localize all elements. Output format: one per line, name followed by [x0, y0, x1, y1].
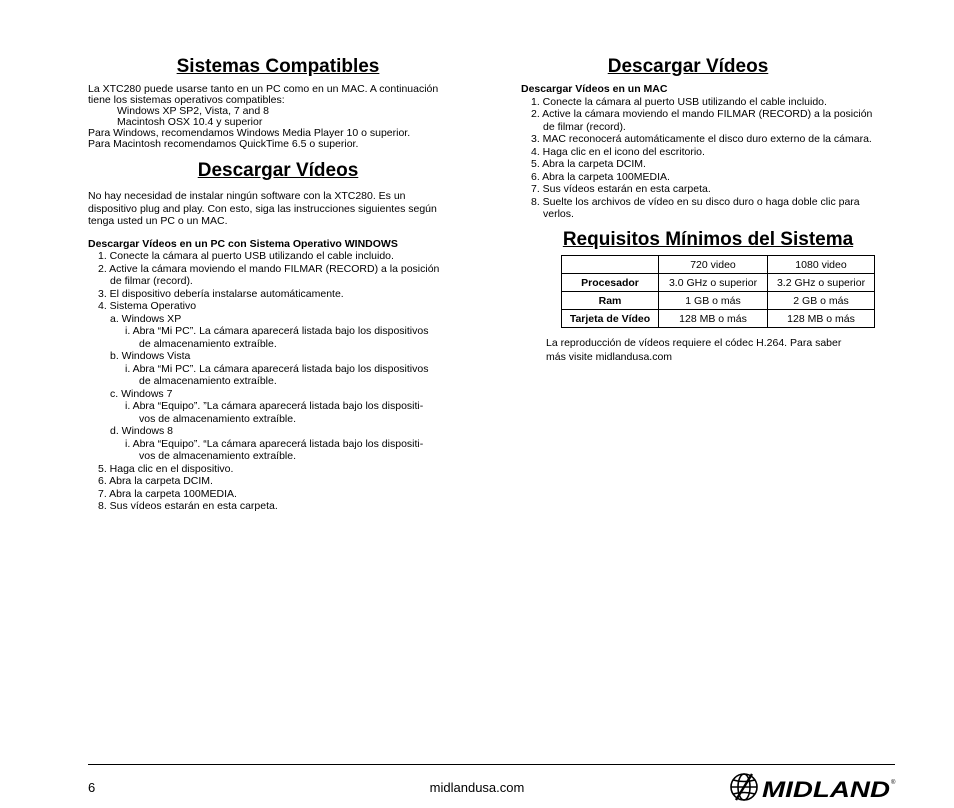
pc-step: 5. Haga clic en el dispositivo. [98, 462, 234, 475]
download-intro-line: No hay necesidad de instalar ningún software con la XTC280. Es un [88, 190, 406, 202]
table-row [562, 274, 875, 292]
os-instruction-cont: vos de almacenamiento extraíble. [139, 450, 297, 462]
pc-steps [88, 250, 468, 513]
table-cell: 3.0 GHz o superior [659, 274, 768, 292]
os-title: d. Windows 8 [110, 425, 174, 437]
mac-step: 3. MAC reconocerá automáticamente el disco duro externo de la cámara. [531, 133, 872, 145]
pc-step: 7. Abra la carpeta 100MEDIA. [98, 487, 237, 500]
right-column [521, 56, 901, 251]
mac-step: 5. Abra la carpeta DCIM. [531, 158, 646, 170]
os-instruction: i. Abra “Mi PC”. La cámara aparecerá listada bajo los dispositivos [125, 325, 429, 337]
mac-step: 7. Sus vídeos estarán en esta carpeta. [531, 183, 711, 195]
globe-icon [731, 774, 757, 800]
compat-line: tiene los sistemas operativos compatibles: [88, 94, 285, 106]
os-instruction-cont: vos de almacenamiento extraíble. [139, 412, 297, 425]
table-corner-cell [562, 256, 659, 274]
table-header-row [562, 256, 875, 274]
midland-logo [728, 770, 896, 804]
left-column [88, 56, 468, 513]
os-title: c. Windows 7 [110, 387, 173, 400]
table-row [562, 310, 875, 328]
compat-reco: Para Macintosh recomendamos QuickTime 6.5 o superior. [88, 138, 359, 150]
download-intro-line: dispositivo plug and play. Con esto, siga las instrucciones siguientes según [88, 202, 437, 215]
os-instruction: i. Abra “Equipo”. “La cámara aparecerá listada bajo los dispositi- [125, 437, 424, 450]
pc-step: 3. El dispositivo debería instalarse automáticamente. [98, 287, 344, 300]
download-heading-mac: Descargar Vídeos [607, 56, 769, 77]
mac-step: 2. Active la cámara moviendo el mando FILMAR (RECORD) a la posición [531, 108, 873, 120]
table-col-header: 1080 video [768, 256, 875, 274]
os-title: a. Windows XP [110, 312, 182, 325]
compat-heading: Sistemas Compatibles [176, 56, 380, 77]
requirements-heading: Requisitos Mínimos del Sistema [562, 228, 854, 250]
codec-note-line: más visite midlandusa.com [546, 351, 673, 363]
os-instruction: i. Abra “Mi PC”. La cámara aparecerá listada bajo los dispositivos [125, 362, 429, 375]
mac-step: 8. Suelte los archivos de vídeo en su disco duro o haga doble clic para [531, 195, 860, 208]
table-row-header: Ram [562, 292, 659, 310]
download-heading: Descargar Vídeos [197, 160, 359, 181]
codec-note-line: La reproducción de vídeos requiere el códec H.264. Para saber [546, 337, 842, 349]
mac-step-cont: verlos. [543, 208, 574, 220]
compat-os-item: Windows XP SP2, Vista, 7 and 8 [117, 105, 269, 117]
table-cell: 1 GB o más [659, 292, 768, 310]
pc-step: 4. Sistema Operativo [98, 300, 197, 312]
pc-step: 8. Sus vídeos estarán en esta carpeta. [98, 500, 278, 512]
download-intro-line: tenga usted un PC o un MAC. [88, 215, 228, 227]
os-instruction-cont: de almacenamiento extraíble. [139, 337, 277, 350]
table-cell: 3.2 GHz o superior [768, 274, 875, 292]
table-row-header: Tarjeta de Vídeo [562, 310, 659, 328]
table-cell: 128 MB o más [659, 310, 768, 328]
mac-step: 1. Conecte la cámara al puerto USB utilizando el cable incluido. [531, 95, 827, 108]
table-cell: 128 MB o más [768, 310, 875, 328]
pc-subheading: Descargar Vídeos en un PC con Sistema Operativo WINDOWS [88, 237, 398, 250]
table-row [562, 292, 875, 310]
page-number: 6 [88, 780, 96, 795]
table-col-header: 720 video [659, 256, 768, 274]
os-title: b. Windows Vista [110, 350, 191, 362]
mac-step: 4. Haga clic en el icono del escritorio. [531, 145, 705, 158]
os-instruction: i. Abra “Equipo”. ”La cámara aparecerá listada bajo los dispositi- [125, 400, 424, 412]
mac-step: 6. Abra la carpeta 100MEDIA. [531, 170, 670, 183]
compat-os-item: Macintosh OSX 10.4 y superior [117, 116, 263, 128]
table-cell: 2 GB o más [768, 292, 875, 310]
table-row-header: Procesador [562, 274, 659, 292]
compat-reco: Para Windows, recomendamos Windows Media Player 10 o superior. [88, 127, 411, 139]
footer-divider [88, 764, 895, 765]
codec-note [546, 336, 886, 364]
pc-step-cont: de filmar (record). [110, 275, 193, 287]
compat-line: La XTC280 puede usarse tanto en un PC como en un MAC. A continuación [88, 83, 439, 95]
requirements-table [561, 255, 875, 328]
logo-wordmark: MIDLAND [762, 777, 891, 802]
pc-step: 2. Active la cámara moviendo el mando FILMAR (RECORD) a la posición [98, 262, 440, 275]
pc-step: 1. Conecte la cámara al puerto USB utilizando el cable incluido. [98, 250, 394, 262]
registered-mark: ® [891, 780, 896, 786]
mac-subheading: Descargar Vídeos en un MAC [521, 83, 668, 95]
pc-step: 6. Abra la carpeta DCIM. [98, 475, 213, 487]
footer-url: midlandusa.com [429, 780, 525, 795]
mac-step-cont: de filmar (record). [543, 120, 626, 133]
os-instruction-cont: de almacenamiento extraíble. [139, 375, 277, 387]
